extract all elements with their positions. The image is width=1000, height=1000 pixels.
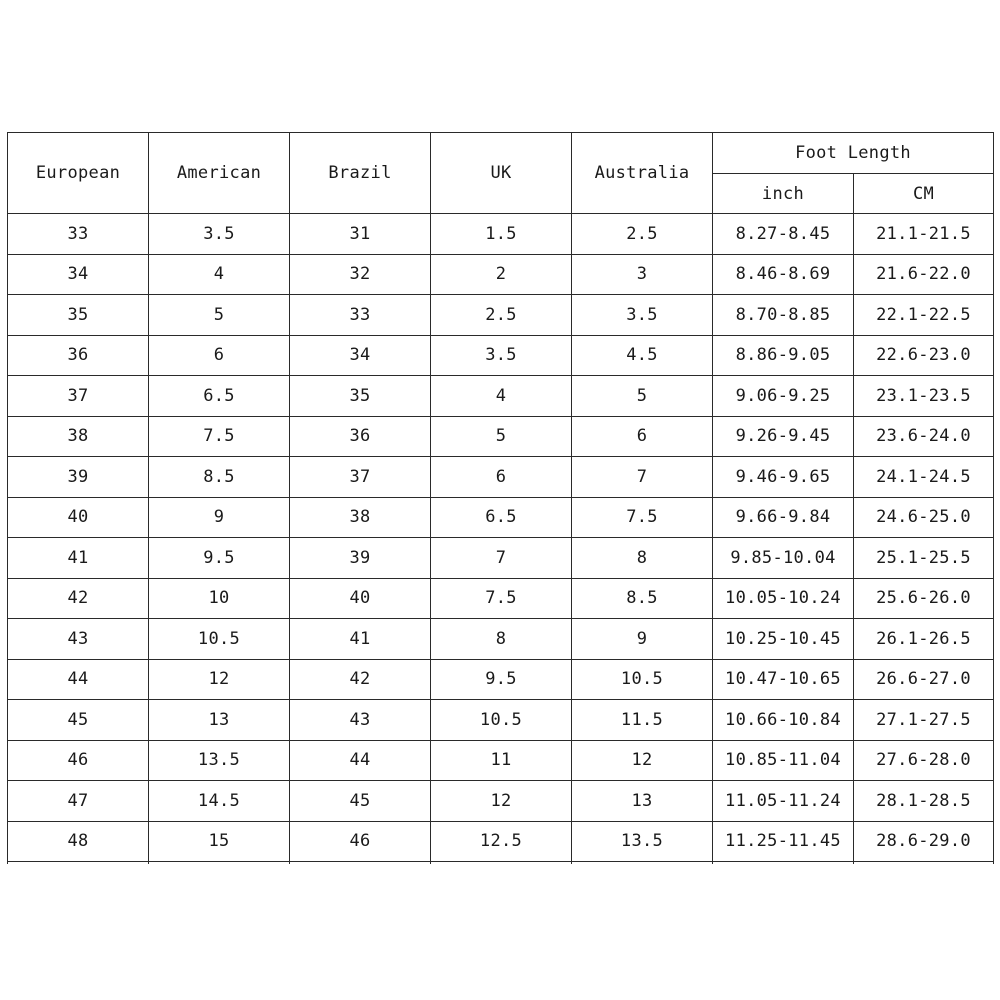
cell-european: 34 (8, 254, 149, 295)
cell-australia: 8.5 (572, 578, 713, 619)
cell-american: 13.5 (149, 740, 290, 781)
cell-australia: 8 (572, 538, 713, 579)
cell-cm: 25.6-26.0 (854, 578, 994, 619)
cell-uk: 9.5 (431, 659, 572, 700)
cell-cm: 26.6-27.0 (854, 659, 994, 700)
size-chart-table (7, 132, 994, 864)
cell-brazil: 46 (290, 821, 431, 862)
cell-american: 3.5 (149, 214, 290, 255)
cell-american: 13 (149, 700, 290, 741)
cell-brazil: 41 (290, 619, 431, 660)
table-row (8, 578, 994, 619)
cell-brazil: 43 (290, 700, 431, 741)
cell-cm: 23.6-24.0 (854, 416, 994, 457)
cell-uk: 5 (431, 416, 572, 457)
cell-australia: 11.5 (572, 700, 713, 741)
cell-american: 5 (149, 295, 290, 336)
cell-uk: 7 (431, 538, 572, 579)
cell-australia: 13 (572, 781, 713, 822)
cell-european: 48 (8, 821, 149, 862)
cell-inch: 11.25-11.45 (713, 821, 854, 862)
header-brazil: Brazil (290, 133, 431, 214)
cell-australia: 6 (572, 416, 713, 457)
header-foot-length: Foot Length (713, 133, 994, 174)
cell-cm: 27.6-28.0 (854, 740, 994, 781)
cell-cm: 24.6-25.0 (854, 497, 994, 538)
cell-australia: 5 (572, 376, 713, 417)
table-row (8, 457, 994, 498)
cell-european: 38 (8, 416, 149, 457)
cell-brazil: 33 (290, 295, 431, 336)
cell-australia: 7.5 (572, 497, 713, 538)
cell-brazil: 37 (290, 457, 431, 498)
cell-uk: 12.5 (431, 821, 572, 862)
cell-inch: 10.66-10.84 (713, 700, 854, 741)
table-row (8, 214, 994, 255)
cell-brazil: 44 (290, 740, 431, 781)
cell-brazil: 42 (290, 659, 431, 700)
cell-cm: 24.1-24.5 (854, 457, 994, 498)
cell-inch: 11.05-11.24 (713, 781, 854, 822)
table-row (8, 295, 994, 336)
table-row-partial (8, 862, 994, 865)
cell-australia: 4.5 (572, 335, 713, 376)
cell-partial (8, 862, 149, 865)
cell-australia: 7 (572, 457, 713, 498)
cell-inch: 9.46-9.65 (713, 457, 854, 498)
cell-cm: 22.1-22.5 (854, 295, 994, 336)
table-row (8, 619, 994, 660)
cell-american: 9.5 (149, 538, 290, 579)
cell-partial (854, 862, 994, 865)
cell-uk: 4 (431, 376, 572, 417)
cell-brazil: 45 (290, 781, 431, 822)
cell-european: 44 (8, 659, 149, 700)
table-row (8, 254, 994, 295)
cell-uk: 2 (431, 254, 572, 295)
cell-brazil: 39 (290, 538, 431, 579)
cell-partial (149, 862, 290, 865)
table-row (8, 781, 994, 822)
cell-brazil: 40 (290, 578, 431, 619)
cell-brazil: 35 (290, 376, 431, 417)
cell-cm: 28.6-29.0 (854, 821, 994, 862)
cell-inch: 10.25-10.45 (713, 619, 854, 660)
cell-australia: 13.5 (572, 821, 713, 862)
cell-australia: 9 (572, 619, 713, 660)
cell-cm: 23.1-23.5 (854, 376, 994, 417)
cell-american: 6.5 (149, 376, 290, 417)
table-row (8, 416, 994, 457)
cell-uk: 6 (431, 457, 572, 498)
cell-inch: 8.70-8.85 (713, 295, 854, 336)
cell-uk: 7.5 (431, 578, 572, 619)
cell-cm: 21.1-21.5 (854, 214, 994, 255)
cell-australia: 3 (572, 254, 713, 295)
cell-partial (572, 862, 713, 865)
cell-inch: 8.86-9.05 (713, 335, 854, 376)
cell-european: 33 (8, 214, 149, 255)
cell-american: 4 (149, 254, 290, 295)
header-inch: inch (713, 174, 854, 214)
cell-inch: 9.26-9.45 (713, 416, 854, 457)
cell-australia: 2.5 (572, 214, 713, 255)
cell-cm: 26.1-26.5 (854, 619, 994, 660)
cell-australia: 12 (572, 740, 713, 781)
table-row (8, 335, 994, 376)
table-body (8, 214, 994, 865)
cell-uk: 1.5 (431, 214, 572, 255)
cell-inch: 9.06-9.25 (713, 376, 854, 417)
header-european: European (8, 133, 149, 214)
table-row (8, 376, 994, 417)
table-row (8, 821, 994, 862)
cell-american: 9 (149, 497, 290, 538)
table-row (8, 740, 994, 781)
cell-european: 46 (8, 740, 149, 781)
cell-inch: 8.27-8.45 (713, 214, 854, 255)
table-row (8, 700, 994, 741)
table-row (8, 538, 994, 579)
header-australia: Australia (572, 133, 713, 214)
cell-brazil: 38 (290, 497, 431, 538)
cell-cm: 27.1-27.5 (854, 700, 994, 741)
cell-uk: 3.5 (431, 335, 572, 376)
header-american: American (149, 133, 290, 214)
cell-uk: 12 (431, 781, 572, 822)
cell-inch: 10.05-10.24 (713, 578, 854, 619)
cell-cm: 25.1-25.5 (854, 538, 994, 579)
cell-cm: 22.6-23.0 (854, 335, 994, 376)
cell-european: 42 (8, 578, 149, 619)
cell-american: 14.5 (149, 781, 290, 822)
cell-european: 45 (8, 700, 149, 741)
cell-brazil: 32 (290, 254, 431, 295)
cell-australia: 10.5 (572, 659, 713, 700)
cell-american: 10.5 (149, 619, 290, 660)
cell-partial (713, 862, 854, 865)
cell-inch: 9.66-9.84 (713, 497, 854, 538)
cell-uk: 2.5 (431, 295, 572, 336)
cell-partial (290, 862, 431, 865)
cell-european: 39 (8, 457, 149, 498)
table-row (8, 659, 994, 700)
header-uk: UK (431, 133, 572, 214)
table-header (8, 133, 994, 214)
cell-european: 40 (8, 497, 149, 538)
cell-european: 36 (8, 335, 149, 376)
cell-brazil: 34 (290, 335, 431, 376)
cell-inch: 10.85-11.04 (713, 740, 854, 781)
cell-cm: 28.1-28.5 (854, 781, 994, 822)
cell-uk: 6.5 (431, 497, 572, 538)
cell-american: 6 (149, 335, 290, 376)
cell-european: 43 (8, 619, 149, 660)
cell-cm: 21.6-22.0 (854, 254, 994, 295)
cell-australia: 3.5 (572, 295, 713, 336)
cell-uk: 11 (431, 740, 572, 781)
cell-european: 37 (8, 376, 149, 417)
cell-brazil: 36 (290, 416, 431, 457)
cell-american: 15 (149, 821, 290, 862)
header-row (8, 133, 994, 174)
cell-uk: 8 (431, 619, 572, 660)
header-cm: CM (854, 174, 994, 214)
cell-european: 35 (8, 295, 149, 336)
cell-brazil: 31 (290, 214, 431, 255)
cell-uk: 10.5 (431, 700, 572, 741)
cell-american: 12 (149, 659, 290, 700)
cell-american: 7.5 (149, 416, 290, 457)
cell-inch: 8.46-8.69 (713, 254, 854, 295)
cell-partial (431, 862, 572, 865)
cell-european: 47 (8, 781, 149, 822)
cell-inch: 9.85-10.04 (713, 538, 854, 579)
table-row (8, 497, 994, 538)
cell-american: 8.5 (149, 457, 290, 498)
cell-american: 10 (149, 578, 290, 619)
cell-european: 41 (8, 538, 149, 579)
cell-inch: 10.47-10.65 (713, 659, 854, 700)
